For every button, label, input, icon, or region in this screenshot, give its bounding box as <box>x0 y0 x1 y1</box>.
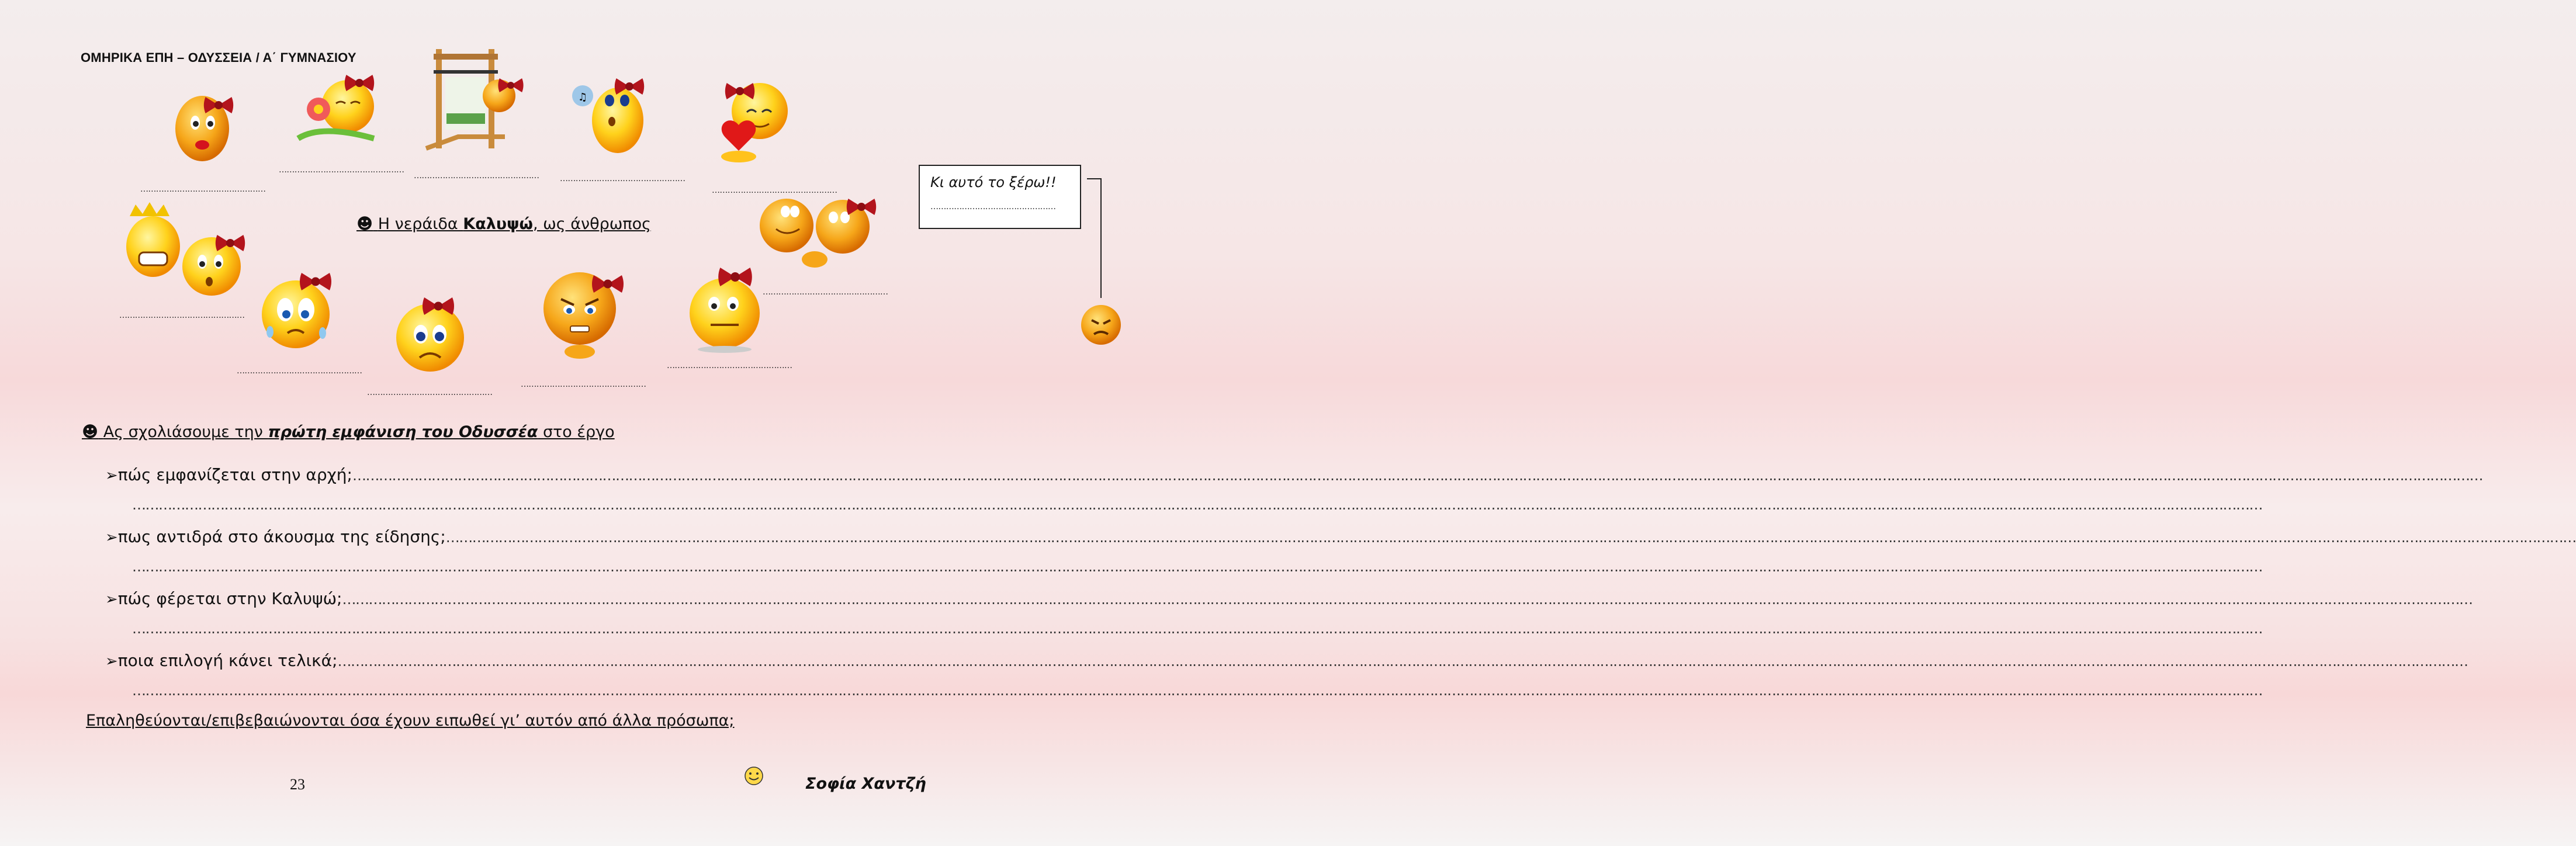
note-text: Κι αυτό το ξέρω!! <box>930 174 1057 190</box>
answer-line: ……………………………………………………………………………………………………………………………………………………………………………………………………………………………………………………………………………………………………………………………………………………………………………………………………………………………………………… <box>132 559 2262 575</box>
angry-emoji-icon <box>1079 301 1126 348</box>
two-emojis-handshake-icon <box>757 190 880 272</box>
section-title-calypso: ☻ Η νεράιδα Καλυψώ, ως άνθρωπος <box>356 215 651 233</box>
author-name: Σοφία Χαντζή <box>805 775 926 793</box>
question-row <box>105 465 2482 484</box>
arrow-bullet-icon: ➢ <box>105 653 118 670</box>
girl-emoji-whistling-icon <box>570 75 652 157</box>
girl-emoji-neutral-icon <box>684 263 767 356</box>
answer-line: ……………………………………………………………………………………………………………………………………………………………………………………………………………………………………………………………………………………………………………………………………………………………………………………………………………………………………………… <box>445 529 2576 546</box>
answer-line: ……………………………………………………………………………………………………………………………………………………………………………………………………………………………………………………………………………………………………………………………………………………………………………………………………………………………………………… <box>337 653 2468 670</box>
king-and-worried-girl-emoji-icon <box>124 199 247 298</box>
answer-line: ………………………………………… <box>560 174 685 183</box>
question-row <box>105 589 2473 608</box>
question-text: πώς φέρεται στην Καλυψώ; <box>117 589 342 608</box>
section-title-odysseus: ☻ Ας σχολιάσουμε την πρώτη εμφάνιση του Οδυσσέα στο έργο <box>82 423 615 441</box>
question-text: ποια επιλογή κάνει τελικά; <box>117 651 338 670</box>
question-row <box>105 651 2468 670</box>
smiley-bullet-icon: ☻ <box>82 423 99 441</box>
answer-line: ………………………………………… <box>763 287 888 297</box>
answer-line: ……………………………………………………………………………………………………………………………………………………………………………………………………………………………………………………………………………………………………………………………………………………………………………………………………………………………………………… <box>342 591 2473 608</box>
answer-line: ………………………………………… <box>521 380 646 389</box>
girl-emoji-lipstick-icon <box>173 88 237 167</box>
answer-line: ……………………………………………………………………………………………………………………………………………………………………………………………………………………………………………………………………………………………………………………………………………………………………………………………………………………………………………… <box>132 497 2262 513</box>
final-question: Επαληθεύονται/επιβεβαιώνονται όσα έχουν ειπωθεί γι’ αυτόν από άλλα πρόσωπα; <box>86 712 735 730</box>
smiley-bullet-icon: ☻ <box>356 215 373 233</box>
note-box <box>919 165 1081 229</box>
girl-emoji-flower-icon <box>292 65 386 147</box>
question-text: πως αντιδρά στο άκουσμα της είδησης; <box>117 527 446 546</box>
question-row <box>105 527 2576 546</box>
document-header-title: ΟΜΗΡΙΚΑ ΕΠΗ – ΟΔΥΣΣΕΙΑ / Α΄ ΓΥΜΝΑΣΙΟΥ <box>81 50 356 65</box>
arrow-bullet-icon: ➢ <box>105 591 118 608</box>
note-answer-line: ………………………………………… <box>930 202 1056 212</box>
answer-line: ……………………………………………………………………………………………………………………………………………………………………………………………………………………………………………………………………………………………………………………………………………………………………………………………………………………………………………… <box>352 467 2482 484</box>
answer-line: ……………………………………………………………………………………………………………………………………………………………………………………………………………………………………………………………………………………………………………………………………………………………………………………………………………………………………………… <box>132 620 2262 637</box>
question-text: πώς εμφανίζεται στην αρχή; <box>117 465 352 484</box>
answer-line: ………………………………………… <box>367 388 493 397</box>
girl-emoji-crying-icon <box>257 268 339 349</box>
girl-emoji-angry-icon <box>538 268 625 362</box>
girl-emoji-sad-icon <box>393 292 469 374</box>
answer-line: ……………………………………………………………………………………………………………………………………………………………………………………………………………………………………………………………………………………………………………………………………………………………………………………………………………………………………………… <box>132 682 2262 699</box>
loom-emoji-icon <box>423 49 528 154</box>
answer-line: ………………………………………… <box>279 165 404 175</box>
answer-line: ………………………………………… <box>712 186 837 195</box>
svg-text:♫: ♫ <box>578 91 588 103</box>
arrow-bullet-icon: ➢ <box>105 467 118 484</box>
answer-line: ………………………………………… <box>414 171 539 181</box>
smiley-footer-icon <box>743 765 764 786</box>
arrow-bullet-icon: ➢ <box>105 529 118 546</box>
answer-line: ………………………………………… <box>119 311 245 320</box>
answer-line: ………………………………………… <box>140 185 266 194</box>
answer-line: ………………………………………… <box>237 366 362 376</box>
connector-line <box>1087 175 1105 299</box>
girl-emoji-heart-icon <box>701 75 795 162</box>
page-number: 23 <box>290 776 305 793</box>
answer-line: ………………………………………… <box>667 361 792 370</box>
